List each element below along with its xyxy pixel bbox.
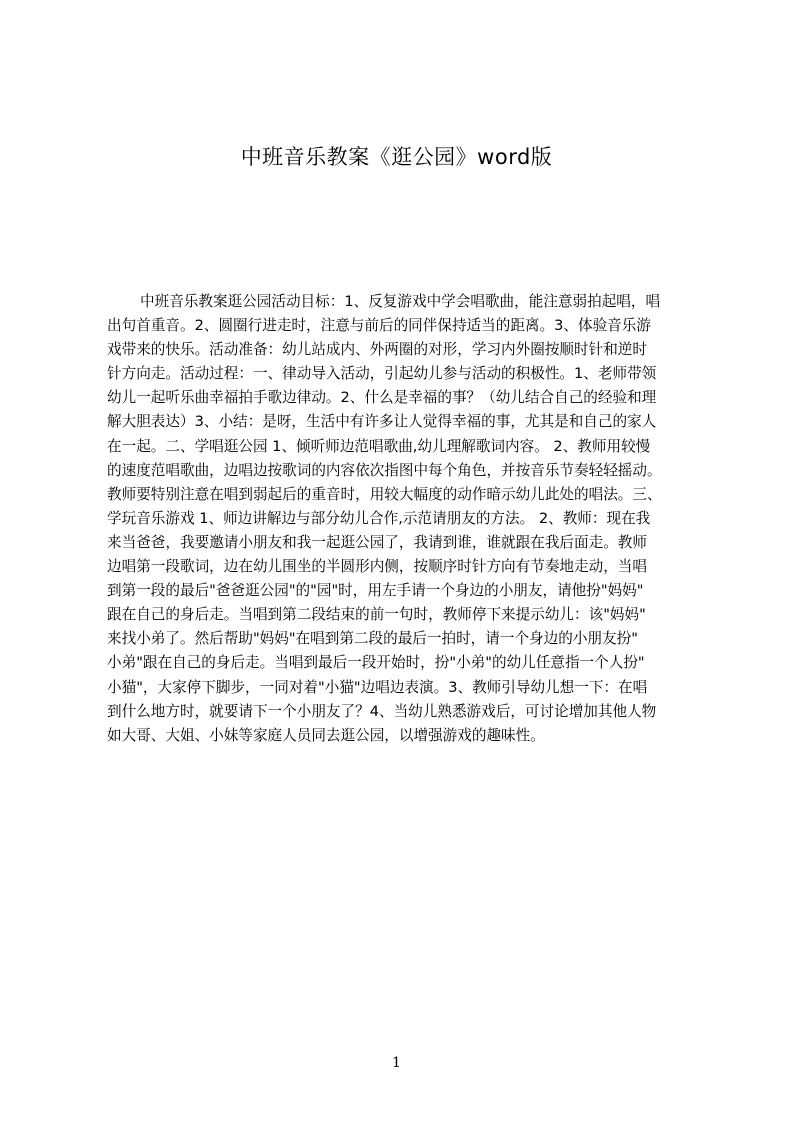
document-title: 中班音乐教案《逛公园》word版 — [240, 145, 553, 169]
body-line: 幼儿一起听乐曲幸福拍手歌边律动。2、什么是幸福的事？（幼儿结合自己的经验和理 — [107, 389, 657, 407]
body-line: 来找小弟了。然后帮助"妈妈"在唱到第二段的最后一拍时，请一个身边的小朋友扮" — [107, 630, 638, 648]
body-line: 小猫"，大家停下脚步，一同对着"小猫"边唱边表演。3、教师引导幼儿想一下：在唱 — [107, 678, 648, 696]
body-line: 出句首重音。2、圆圈行进走时，注意与前后的同伴保持适当的距离。3、体验音乐游 — [107, 317, 651, 335]
body-line: 中班音乐教案逛公园活动目标：1、反复游戏中学会唱歌曲，能注意弱拍起唱，唱 — [140, 293, 661, 310]
body-line: 解大胆表达）3、小结：是呀，生活中有许多让人觉得幸福的事，尤其是和自己的家人 — [107, 413, 657, 431]
body-line: 到什么地方时，就要请下一个小朋友了？4、当幼儿熟悉游戏后，可讨论增加其他人物 — [107, 702, 657, 720]
body-text — [107, 290, 697, 748]
body-line: 在一起。二、学唱逛公园 1、倾听师边范唱歌曲,幼儿理解歌词内容。 2、教师用较慢 — [107, 437, 651, 455]
body-line: 戏带来的快乐。活动准备：幼儿站成内、外两圈的对形，学习内外圈按顺时针和逆时 — [107, 341, 647, 359]
body-line: 教师要特别注意在唱到弱起后的重音时，用较大幅度的动作暗示幼儿此处的唱法。三、 — [107, 485, 662, 503]
body-line: 如大哥、大姐、小妹等家庭人员同去逛公园，以增强游戏的趣味性。 — [107, 726, 545, 744]
body-line: 的速度范唱歌曲，边唱边按歌词的内容依次指图中每个角色，并按音乐节奏轻轻摇动。 — [107, 461, 662, 479]
body-line: 针方向走。活动过程：一、律动导入活动，引起幼儿参与活动的积极性。1、老师带领 — [107, 365, 657, 383]
body-line: 到第一段的最后"爸爸逛公园"的"园"时，用左手请一个身边的小朋友，请他扮"妈妈" — [107, 582, 644, 600]
body-line: 小弟"跟在自己的身后走。当唱到最后一段开始时，扮"小弟"的幼儿任意指一个人扮" — [107, 654, 645, 672]
body-line: 学玩音乐游戏 1、师边讲解边与部分幼儿合作,示范请朋友的方法。 2、教师：现在我 — [107, 509, 651, 527]
page-number: 1 — [392, 1055, 401, 1071]
body-line: 边唱第一段歌词，边在幼儿围坐的半圆形内侧，按顺序时针方向有节奏地走动，当唱 — [107, 558, 647, 576]
body-line: 来当爸爸，我要邀请小朋友和我一起逛公园了，我请到谁，谁就跟在我后面走。教师 — [107, 533, 647, 551]
body-line: 跟在自己的身后走。当唱到第二段结束的前一句时，教师停下来提示幼儿：该"妈妈" — [107, 606, 646, 624]
